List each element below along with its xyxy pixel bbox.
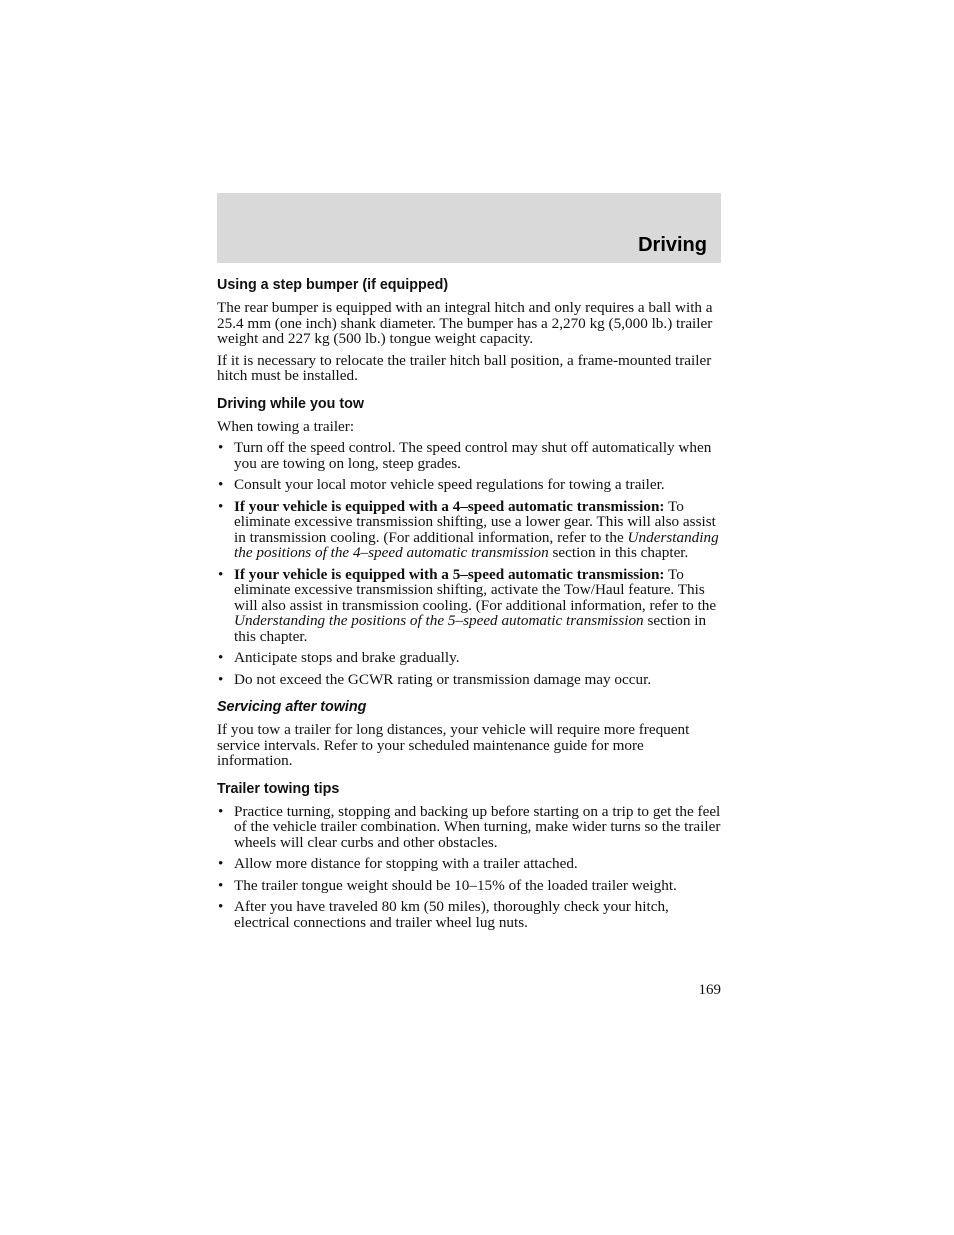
- heading-step-bumper: Using a step bumper (if equipped): [217, 277, 449, 293]
- list-item: • Consult your local motor vehicle speed regulations for towing a trailer.: [218, 476, 665, 493]
- list-item: • Turn off the speed control. The speed control may shut off automatically when you are towing on long, steep grades.: [218, 439, 712, 472]
- section-header-band: [217, 193, 721, 263]
- paragraph: If you tow a trailer for long distances, your vehicle will require more frequent service intervals. Refer to your scheduled maintenance guide for more information.: [217, 721, 690, 769]
- page-content: [217, 277, 723, 936]
- bullet-icon: •: [218, 876, 224, 894]
- list-item: • If your vehicle is equipped with a 5–speed automatic transmission: To eliminate excessive transmission shifting, activate the Tow/Haul feature. This will also assist in transmission cooling. (For additional information, refer to the Understanding the positions of the 5–speed automatic transmission section in this chapter.: [218, 565, 717, 645]
- list-item: • Allow more distance for stopping with a trailer attached.: [218, 855, 578, 872]
- section-title: Driving: [638, 234, 707, 256]
- bullet-icon: •: [218, 855, 224, 872]
- paragraph: If it is necessary to relocate the trailer hitch ball position, a frame-mounted trailer hitch must be installed.: [217, 351, 712, 384]
- paragraph: When towing a trailer:: [217, 417, 355, 435]
- list-item: • If your vehicle is equipped with a 4–speed automatic transmission: To eliminate excessive transmission shifting, use a lower gear. This will also assist in transmission cooling. (For additional information, refer to the Understanding the positions of the 4–speed automatic transmission section in this chapter.: [218, 497, 719, 561]
- paragraph: The rear bumper is equipped with an integral hitch and only requires a ball with a 25.4 mm (one inch) shank diameter. The bumper has a 2,270 kg (5,000 lb.) trailer weight and 227 kg (500 lb.) tongue weight capacity.: [217, 299, 713, 347]
- bullet-list: [217, 440, 723, 687]
- bullet-icon: •: [218, 497, 224, 515]
- list-item: • Practice turning, stopping and backing up before starting on a trip to get the feel of the vehicle trailer combination. When turning, make wider turns so the trailer wheels will clear curbs and other obstacles.: [218, 802, 721, 851]
- bullet-icon: •: [218, 476, 224, 493]
- list-item: • The trailer tongue weight should be 10–15% of the loaded trailer weight.: [218, 876, 677, 894]
- heading-towing-tips: Trailer towing tips: [217, 780, 340, 797]
- heading-servicing: Servicing after towing: [217, 699, 367, 715]
- page-number: 169: [698, 982, 721, 998]
- list-item: • Do not exceed the GCWR rating or transmission damage may occur.: [218, 670, 652, 688]
- bullet-icon: •: [218, 565, 224, 583]
- bullet-icon: •: [218, 649, 224, 666]
- bullet-icon: •: [218, 802, 224, 820]
- bullet-icon: •: [218, 898, 224, 915]
- bullet-icon: •: [218, 439, 224, 456]
- bullet-list: [217, 804, 723, 931]
- list-item: • Anticipate stops and brake gradually.: [218, 649, 460, 666]
- bullet-icon: •: [218, 670, 224, 688]
- list-item: • After you have traveled 80 km (50 miles), thoroughly check your hitch, electrical connections and trailer wheel lug nuts.: [218, 898, 669, 931]
- heading-driving-while-tow: Driving while you tow: [217, 395, 364, 412]
